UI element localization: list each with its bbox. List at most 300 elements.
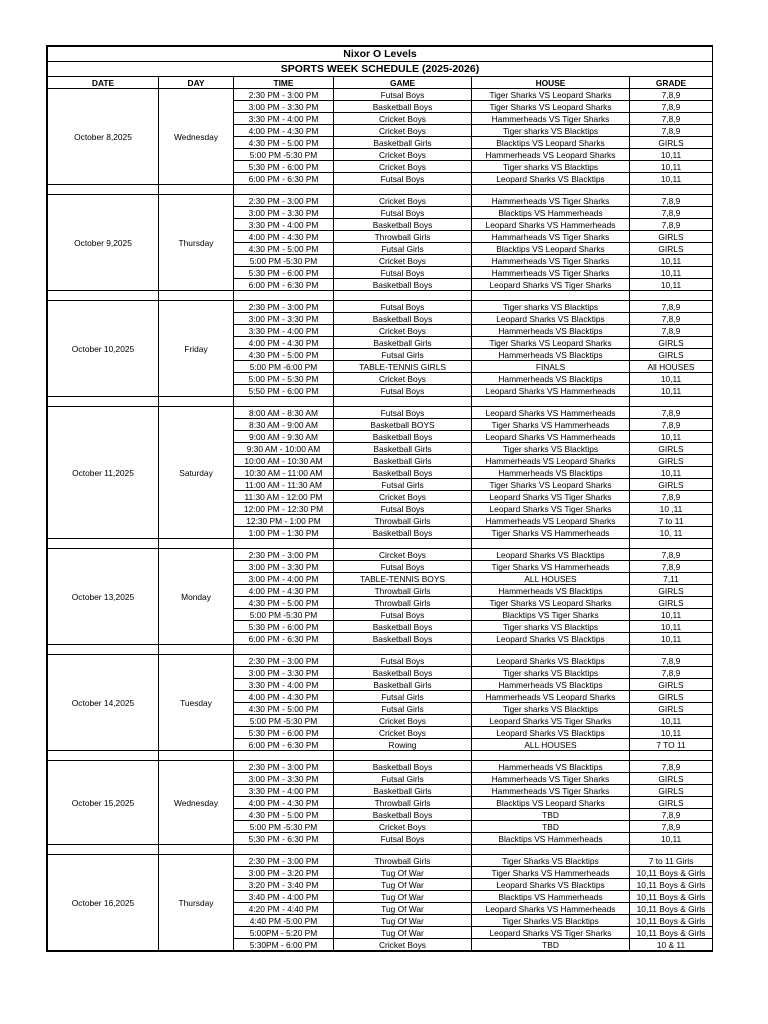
grade-cell: GIRLS — [630, 349, 713, 361]
spacer-cell — [48, 845, 159, 855]
grade-cell: 10,11 Boys & Girls — [630, 879, 713, 891]
grade-cell: 7 to 11 Girls — [630, 855, 713, 867]
spacer-cell — [234, 751, 334, 761]
game-cell: Futsal Girls — [334, 349, 472, 361]
grade-cell: 10,11 Boys & Girls — [630, 867, 713, 879]
time-cell: 4:00 PM - 4:30 PM — [234, 691, 334, 703]
spacer-cell — [159, 845, 234, 855]
game-cell: Futsal Girls — [334, 703, 472, 715]
grade-cell: 10,11 Boys & Girls — [630, 891, 713, 903]
house-cell: Hammerheads VS Leopard Sharks — [472, 455, 630, 467]
grade-cell: GIRLS — [630, 691, 713, 703]
grade-cell: GIRLS — [630, 703, 713, 715]
game-cell: Futsal Boys — [334, 89, 472, 101]
table-row — [48, 761, 713, 773]
grade-cell: 7,8,9 — [630, 101, 713, 113]
grade-cell: 10,11 — [630, 633, 713, 645]
game-cell: Basketball Girls — [334, 455, 472, 467]
game-cell: Cricket Boys — [334, 727, 472, 739]
spacer-cell — [234, 185, 334, 195]
game-cell: Basketball BOYS — [334, 419, 472, 431]
house-cell: Tiger Sharks VS Leopard Sharks — [472, 479, 630, 491]
game-cell: TABLE-TENNIS GIRLS — [334, 361, 472, 373]
time-cell: 8:00 AM - 8:30 AM — [234, 407, 334, 419]
game-cell: Basketball Boys — [334, 101, 472, 113]
house-cell: Leopard Sharks VS Blacktips — [472, 549, 630, 561]
column-header-grade: GRADE — [630, 77, 713, 89]
house-cell: Hammerheads VS Tiger Sharks — [472, 195, 630, 207]
spacer-cell — [48, 751, 159, 761]
house-cell: Blacktips VS Leopard Sharks — [472, 137, 630, 149]
house-cell: Tiger sharks VS Blacktips — [472, 125, 630, 137]
time-cell: 4:00 PM - 4:30 PM — [234, 585, 334, 597]
house-cell: Leopard Sharks VS Tiger Sharks — [472, 503, 630, 515]
time-cell: 3:30 PM - 4:00 PM — [234, 113, 334, 125]
house-cell: Blacktips VS Hammerheads — [472, 833, 630, 845]
spacer-cell — [630, 185, 713, 195]
time-cell: 6:00 PM - 6:30 PM — [234, 633, 334, 645]
house-cell: Hammerheads VS Blacktips — [472, 585, 630, 597]
table-row — [48, 655, 713, 667]
time-cell: 8:30 AM - 9:00 AM — [234, 419, 334, 431]
time-cell: 5:00PM - 5:20 PM — [234, 927, 334, 939]
time-cell: 4:30 PM - 5:00 PM — [234, 137, 334, 149]
time-cell: 2:30 PM - 3:00 PM — [234, 655, 334, 667]
grade-cell: 7,8,9 — [630, 325, 713, 337]
spacer-row — [48, 539, 713, 549]
grade-cell: 10,11 — [630, 267, 713, 279]
house-cell: Tiger sharks VS Blacktips — [472, 443, 630, 455]
game-cell: Futsal Girls — [334, 773, 472, 785]
grade-cell: GIRLS — [630, 597, 713, 609]
spacer-cell — [48, 185, 159, 195]
spacer-cell — [159, 397, 234, 407]
column-header-day: DAY — [159, 77, 234, 89]
house-cell: Leopard Sharks VS Blacktips — [472, 633, 630, 645]
schedule-title: SPORTS WEEK SCHEDULE (2025-2026) — [48, 62, 713, 77]
game-cell: Cricket Boys — [334, 195, 472, 207]
house-cell: Blacktips VS Leopard Sharks — [472, 243, 630, 255]
spacer-cell — [234, 845, 334, 855]
date-cell: October 13,2025 — [48, 549, 159, 645]
spacer-row — [48, 845, 713, 855]
column-header-game: GAME — [334, 77, 472, 89]
game-cell: Basketball Boys — [334, 467, 472, 479]
game-cell: Cricket Boys — [334, 255, 472, 267]
spacer-cell — [48, 645, 159, 655]
grade-cell: 10,11 — [630, 431, 713, 443]
game-cell: Basketball Boys — [334, 279, 472, 291]
spacer-cell — [234, 539, 334, 549]
grade-cell: 10,11 — [630, 833, 713, 845]
game-cell: Throwball Girls — [334, 231, 472, 243]
grade-cell: 7,8,9 — [630, 491, 713, 503]
house-cell: FINALS — [472, 361, 630, 373]
house-cell: Blacktips VS Leopard Sharks — [472, 797, 630, 809]
house-cell: Tiger Sharks VS Blacktips — [472, 915, 630, 927]
spacer-cell — [630, 845, 713, 855]
grade-cell: 10,11 — [630, 161, 713, 173]
game-cell: Basketball Boys — [334, 761, 472, 773]
spacer-cell — [472, 539, 630, 549]
time-cell: 4:30 PM - 5:00 PM — [234, 597, 334, 609]
time-cell: 5:30 PM - 6:00 PM — [234, 621, 334, 633]
grade-cell: 10,11 — [630, 255, 713, 267]
time-cell: 6:00 PM - 6:30 PM — [234, 173, 334, 185]
spacer-cell — [630, 751, 713, 761]
spacer-cell — [159, 291, 234, 301]
game-cell: Basketball Boys — [334, 667, 472, 679]
spacer-row — [48, 397, 713, 407]
time-cell: 3:00 PM - 3:30 PM — [234, 667, 334, 679]
time-cell: 4:30 PM - 5:00 PM — [234, 703, 334, 715]
house-cell: Tiger sharks VS Blacktips — [472, 621, 630, 633]
time-cell: 4:00 PM - 4:30 PM — [234, 231, 334, 243]
game-cell: Throwball Girls — [334, 585, 472, 597]
grade-cell: 7,8,9 — [630, 125, 713, 137]
house-cell: Tiger Sharks VS Leopard Sharks — [472, 101, 630, 113]
grade-cell: GIRLS — [630, 337, 713, 349]
day-cell: Saturday — [159, 407, 234, 539]
date-cell: October 10,2025 — [48, 301, 159, 397]
time-cell: 6:00 PM - 6:30 PM — [234, 279, 334, 291]
time-cell: 2:30 PM - 3:00 PM — [234, 195, 334, 207]
house-cell: Leopard Sharks VS Hammerheads — [472, 385, 630, 397]
game-cell: Cricket Boys — [334, 149, 472, 161]
game-cell: Tug Of War — [334, 891, 472, 903]
spacer-cell — [334, 397, 472, 407]
grade-cell: 7,11 — [630, 573, 713, 585]
table-row — [48, 855, 713, 867]
spacer-cell — [234, 397, 334, 407]
game-cell: Cricket Boys — [334, 161, 472, 173]
time-cell: 3:30 PM - 4:00 PM — [234, 679, 334, 691]
game-cell: Cricket Boys — [334, 373, 472, 385]
house-cell: Tiger Sharks VS Hammerheads — [472, 867, 630, 879]
time-cell: 5:30PM - 6:00 PM — [234, 939, 334, 951]
house-cell: Tiger Sharks VS Hammerheads — [472, 527, 630, 539]
time-cell: 2:30 PM - 3:00 PM — [234, 301, 334, 313]
house-cell: Hammerheads VS Leopard Sharks — [472, 691, 630, 703]
table-row — [48, 195, 713, 207]
grade-cell: 7,8,9 — [630, 761, 713, 773]
spacer-cell — [472, 645, 630, 655]
game-cell: Basketball Girls — [334, 443, 472, 455]
grade-cell: 7,8,9 — [630, 821, 713, 833]
grade-cell: 7,8,9 — [630, 549, 713, 561]
grade-cell: 7,8,9 — [630, 207, 713, 219]
spacer-cell — [630, 291, 713, 301]
house-cell: Tiger Sharks VS Leopard Sharks — [472, 89, 630, 101]
time-cell: 3:30 PM - 4:00 PM — [234, 785, 334, 797]
spacer-cell — [334, 291, 472, 301]
date-cell: October 9,2025 — [48, 195, 159, 291]
house-cell: Hammerheads VS Blacktips — [472, 761, 630, 773]
time-cell: 2:30 PM - 3:00 PM — [234, 549, 334, 561]
grade-cell: 7,8,9 — [630, 407, 713, 419]
house-cell: Leopard Sharks VS Blacktips — [472, 655, 630, 667]
table-row — [48, 301, 713, 313]
time-cell: 5:00 PM -6:00 PM — [234, 361, 334, 373]
house-cell: Tiger Sharks VS Blacktips — [472, 855, 630, 867]
grade-cell: 10,11 — [630, 621, 713, 633]
spacer-cell — [630, 645, 713, 655]
house-cell: Hammerheads VS Tiger Sharks — [472, 773, 630, 785]
day-cell: Monday — [159, 549, 234, 645]
grade-cell: 10,11 — [630, 385, 713, 397]
game-cell: Basketball Boys — [334, 527, 472, 539]
time-cell: 3:00 PM - 3:30 PM — [234, 561, 334, 573]
grade-cell: 10,11 — [630, 715, 713, 727]
house-cell: Leopard Sharks VS Hammerheads — [472, 219, 630, 231]
spacer-cell — [159, 751, 234, 761]
time-cell: 3:00 PM - 3:20 PM — [234, 867, 334, 879]
time-cell: 10:30 AM - 11:00 AM — [234, 467, 334, 479]
grade-cell: 10 & 11 — [630, 939, 713, 951]
house-cell: Leopard Sharks VS Hammerheads — [472, 407, 630, 419]
spacer-cell — [630, 539, 713, 549]
house-cell: Hammarheads VS Tiger Sharks — [472, 231, 630, 243]
date-cell: October 16,2025 — [48, 855, 159, 951]
schedule-table — [47, 46, 713, 951]
house-cell: Leopard Sharks VS Hammerheads — [472, 903, 630, 915]
grade-cell: GIRLS — [630, 443, 713, 455]
spacer-cell — [472, 291, 630, 301]
game-cell: Basketball Boys — [334, 219, 472, 231]
grade-cell: 10,11 — [630, 609, 713, 621]
spacer-row — [48, 751, 713, 761]
grade-cell: 7,8,9 — [630, 313, 713, 325]
date-cell: October 14,2025 — [48, 655, 159, 751]
game-cell: Cricket Boys — [334, 715, 472, 727]
day-cell: Wednesday — [159, 89, 234, 185]
house-cell: Leopard Sharks VS Blacktips — [472, 313, 630, 325]
game-cell: TABLE-TENNIS BOYS — [334, 573, 472, 585]
game-cell: Futsal Girls — [334, 243, 472, 255]
grade-cell: 10,11 — [630, 173, 713, 185]
house-cell: Leopard Sharks VS Tiger Sharks — [472, 279, 630, 291]
game-cell: Futsal Boys — [334, 833, 472, 845]
game-cell: Basketball Girls — [334, 337, 472, 349]
house-cell: Hammerheads VS Leopard Sharks — [472, 515, 630, 527]
day-cell: Thursday — [159, 195, 234, 291]
game-cell: Futsal Boys — [334, 207, 472, 219]
house-cell: Hammerheads VS Leopard Sharks — [472, 149, 630, 161]
time-cell: 11:00 AM - 11:30 AM — [234, 479, 334, 491]
time-cell: 3:00 PM - 3:30 PM — [234, 101, 334, 113]
grade-cell: 7,8,9 — [630, 809, 713, 821]
grade-cell: GIRLS — [630, 797, 713, 809]
spacer-cell — [334, 645, 472, 655]
house-cell: Blacktips VS Hammerheads — [472, 207, 630, 219]
house-cell: Hammerheads VS Blacktips — [472, 325, 630, 337]
grade-cell: 7 to 11 — [630, 515, 713, 527]
time-cell: 2:30 PM - 3:00 PM — [234, 855, 334, 867]
grade-cell: 10,11 Boys & Girls — [630, 915, 713, 927]
day-cell: Wednesday — [159, 761, 234, 845]
grade-cell: 7,8,9 — [630, 195, 713, 207]
time-cell: 4:20 PM - 4:40 PM — [234, 903, 334, 915]
house-cell: ALL HOUSES — [472, 739, 630, 751]
column-header-time: TIME — [234, 77, 334, 89]
house-cell: Hammerheads VS Blacktips — [472, 349, 630, 361]
game-cell: Throwball Girls — [334, 797, 472, 809]
house-cell: Blacktips VS Tiger Sharks — [472, 609, 630, 621]
grade-cell: 10,11 — [630, 373, 713, 385]
grade-cell: GIRLS — [630, 455, 713, 467]
game-cell: Futsal Boys — [334, 267, 472, 279]
time-cell: 3:00 PM - 3:30 PM — [234, 313, 334, 325]
time-cell: 12:30 PM - 1:00 PM — [234, 515, 334, 527]
time-cell: 9:30 AM - 10:00 AM — [234, 443, 334, 455]
time-cell: 5:30 PM - 6:00 PM — [234, 267, 334, 279]
time-cell: 3:30 PM - 4:00 PM — [234, 219, 334, 231]
game-cell: Basketball Boys — [334, 431, 472, 443]
date-cell: October 11,2025 — [48, 407, 159, 539]
time-cell: 9:00 AM - 9:30 AM — [234, 431, 334, 443]
time-cell: 2:30 PM - 3:00 PM — [234, 89, 334, 101]
game-cell: Futsal Girls — [334, 691, 472, 703]
time-cell: 5:00 PM -5:30 PM — [234, 149, 334, 161]
spacer-cell — [472, 845, 630, 855]
game-cell: Futsal Boys — [334, 301, 472, 313]
grade-cell: GIRLS — [630, 137, 713, 149]
house-cell: Hammerheads VS Blacktips — [472, 679, 630, 691]
time-cell: 3:30 PM - 4:00 PM — [234, 325, 334, 337]
game-cell: Tug Of War — [334, 879, 472, 891]
game-cell: Rowing — [334, 739, 472, 751]
game-cell: Futsal Girls — [334, 479, 472, 491]
game-cell: Cricket Boys — [334, 821, 472, 833]
house-cell: Tiger Sharks VS Hammerheads — [472, 561, 630, 573]
house-cell: Blacktips VS Hammerheads — [472, 891, 630, 903]
game-cell: Tug Of War — [334, 927, 472, 939]
house-cell: Tiger sharks VS Blacktips — [472, 161, 630, 173]
schedule-body — [48, 89, 713, 951]
column-header-date: DATE — [48, 77, 159, 89]
game-cell: Throwball Girls — [334, 597, 472, 609]
time-cell: 5:30 PM - 6:00 PM — [234, 161, 334, 173]
grade-cell: GIRLS — [630, 679, 713, 691]
grade-cell: 10,11 — [630, 279, 713, 291]
game-cell: Basketball Girls — [334, 679, 472, 691]
grade-cell: 7,8,9 — [630, 219, 713, 231]
date-cell: October 8,2025 — [48, 89, 159, 185]
grade-cell: GIRLS — [630, 231, 713, 243]
grade-cell: 10,11 Boys & Girls — [630, 903, 713, 915]
time-cell: 11:30 AM - 12:00 PM — [234, 491, 334, 503]
grade-cell: GIRLS — [630, 773, 713, 785]
house-cell: Leopard Sharks VS Tiger Sharks — [472, 715, 630, 727]
time-cell: 4:00 PM - 4:30 PM — [234, 797, 334, 809]
time-cell: 5:00 PM -5:30 PM — [234, 715, 334, 727]
game-cell: Futsal Boys — [334, 561, 472, 573]
spacer-cell — [334, 845, 472, 855]
game-cell: Basketball Boys — [334, 633, 472, 645]
game-cell: Throwball Girls — [334, 515, 472, 527]
game-cell: Futsal Boys — [334, 173, 472, 185]
column-header-house: HOUSE — [472, 77, 630, 89]
time-cell: 3:00 PM - 3:30 PM — [234, 773, 334, 785]
time-cell: 2:30 PM - 3:00 PM — [234, 761, 334, 773]
game-cell: Cricket Boys — [334, 491, 472, 503]
house-cell: Tiger Sharks VS Leopard Sharks — [472, 337, 630, 349]
grade-cell: GIRLS — [630, 479, 713, 491]
time-cell: 4:30 PM - 5:00 PM — [234, 349, 334, 361]
table-row — [48, 407, 713, 419]
time-cell: 5:00 PM - 5:30 PM — [234, 373, 334, 385]
time-cell: 5:50 PM - 6:00 PM — [234, 385, 334, 397]
day-cell: Tuesday — [159, 655, 234, 751]
house-cell: Hammerheads VS Blacktips — [472, 467, 630, 479]
time-cell: 4:00 PM - 4:30 PM — [234, 337, 334, 349]
time-cell: 5:00 PM -5:30 PM — [234, 255, 334, 267]
time-cell: 3:00 PM - 3:30 PM — [234, 207, 334, 219]
house-cell: Leopard Sharks VS Blacktips — [472, 879, 630, 891]
time-cell: 4:30 PM - 5:00 PM — [234, 243, 334, 255]
grade-cell: 7,8,9 — [630, 419, 713, 431]
house-cell: Hammerheads VS Tiger Sharks — [472, 267, 630, 279]
game-cell: Cricket Boys — [334, 939, 472, 951]
spacer-row — [48, 291, 713, 301]
day-cell: Thursday — [159, 855, 234, 951]
grade-cell: All HOUSES — [630, 361, 713, 373]
spacer-cell — [234, 291, 334, 301]
house-cell: Leopard Sharks VS Hammerheads — [472, 431, 630, 443]
spacer-cell — [159, 645, 234, 655]
house-cell: Hammerheads VS Blacktips — [472, 373, 630, 385]
game-cell: Futsal Boys — [334, 655, 472, 667]
house-cell: Leopard Sharks VS Blacktips — [472, 727, 630, 739]
spacer-cell — [472, 185, 630, 195]
game-cell: Basketball Boys — [334, 313, 472, 325]
game-cell: Basketball Girls — [334, 137, 472, 149]
house-cell: Hammerheads VS Tiger Sharks — [472, 255, 630, 267]
time-cell: 5:00 PM -5:30 PM — [234, 609, 334, 621]
grade-cell: 7,8,9 — [630, 113, 713, 125]
spacer-row — [48, 645, 713, 655]
spacer-cell — [159, 185, 234, 195]
grade-cell: 10,11 — [630, 467, 713, 479]
game-cell: Cricket Boys — [334, 113, 472, 125]
house-cell: Tiger Sharks VS Hammerheads — [472, 419, 630, 431]
spacer-cell — [48, 291, 159, 301]
house-cell: Hammerheads VS Tiger Sharks — [472, 785, 630, 797]
game-cell: Basketball Boys — [334, 809, 472, 821]
game-cell: Futsal Boys — [334, 385, 472, 397]
house-cell: Leopard Sharks VS Blacktips — [472, 173, 630, 185]
game-cell: Tug Of War — [334, 903, 472, 915]
house-cell: TBD — [472, 809, 630, 821]
grade-cell: 10,11 Boys & Girls — [630, 927, 713, 939]
house-cell: Hammerheads VS Tiger Sharks — [472, 113, 630, 125]
spacer-cell — [334, 539, 472, 549]
game-cell: Futsal Boys — [334, 407, 472, 419]
spacer-cell — [159, 539, 234, 549]
grade-cell: 10,11 — [630, 727, 713, 739]
house-cell: Tiger Sharks VS Leopard Sharks — [472, 597, 630, 609]
time-cell: 12:00 PM - 12:30 PM — [234, 503, 334, 515]
table-row — [48, 549, 713, 561]
house-cell: TBD — [472, 821, 630, 833]
spacer-cell — [472, 751, 630, 761]
schedule-sheet — [46, 45, 713, 952]
grade-cell: 10, 11 — [630, 527, 713, 539]
time-cell: 3:20 PM - 3:40 PM — [234, 879, 334, 891]
time-cell: 3:40 PM - 4:00 PM — [234, 891, 334, 903]
day-cell: Friday — [159, 301, 234, 397]
spacer-cell — [234, 645, 334, 655]
